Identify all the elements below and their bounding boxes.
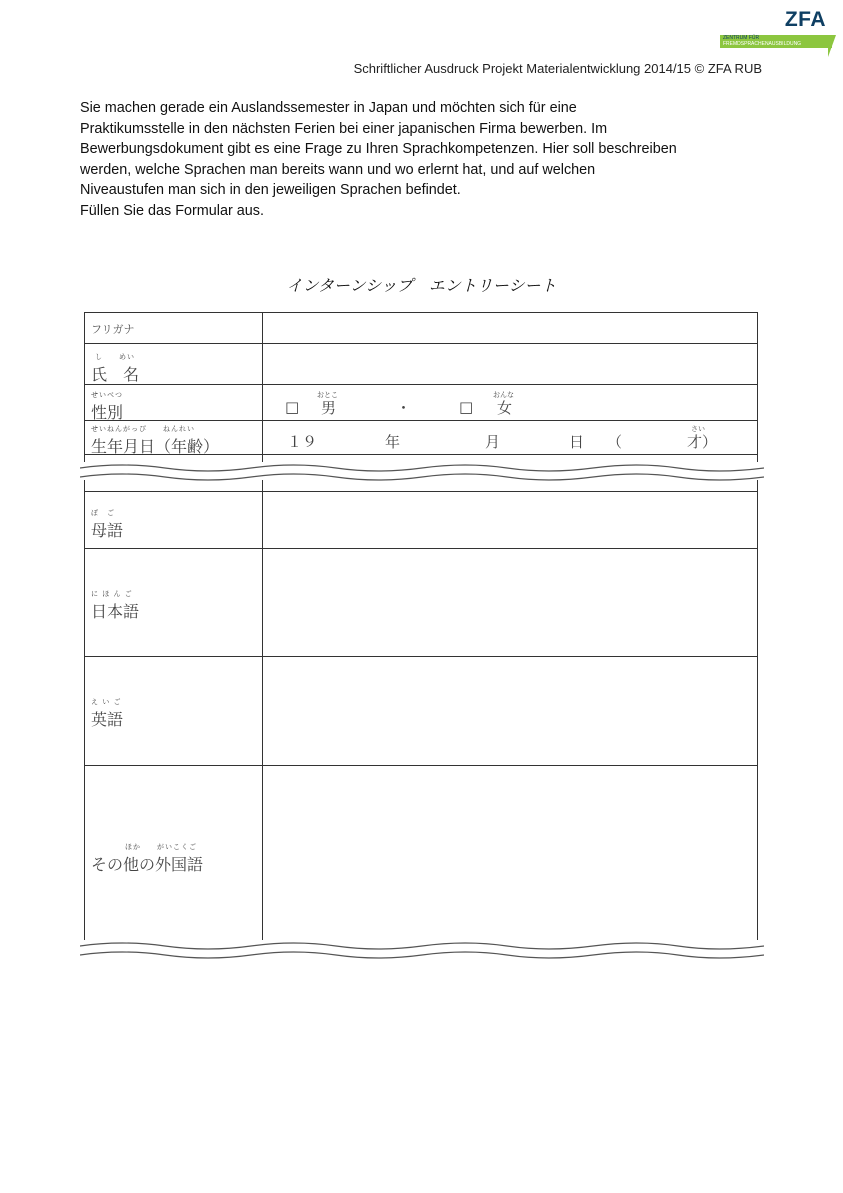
- japanese-ruby: に ほ ん ご: [91, 590, 133, 598]
- row-gap: [85, 480, 757, 492]
- logo-line2: FREMDSPRACHENAUSBILDUNG: [723, 41, 802, 47]
- english-label-group: [91, 697, 123, 730]
- row-name: [85, 344, 757, 385]
- english-label: 英語: [91, 710, 124, 729]
- gender-separator: ・: [396, 399, 412, 417]
- age-ruby: さい: [691, 425, 705, 433]
- form-table-bottom: [84, 480, 758, 950]
- label-cell: [85, 492, 263, 548]
- form-table-top: [84, 312, 758, 474]
- furigana-field[interactable]: [263, 313, 757, 343]
- label-cell: [85, 657, 263, 765]
- intro-line: Füllen Sie das Formular aus.: [80, 202, 264, 219]
- page-break-wave: [80, 940, 764, 962]
- intro-line: Bewerbungsdokument gibt es eine Frage zu Ihren Sprachkompetenzen. Hier soll beschreiben: [80, 141, 677, 157]
- male-label: 男: [321, 399, 337, 417]
- english-field[interactable]: [263, 657, 757, 765]
- birth-ruby: せいねんがっぴ ねんれい: [91, 425, 195, 433]
- zfa-logo: [720, 8, 838, 54]
- other-languages-field[interactable]: [263, 766, 757, 950]
- birth-day-label: 日: [569, 433, 585, 451]
- row-japanese: [85, 549, 757, 657]
- name-ruby: し めい: [95, 353, 135, 361]
- row-birth: [85, 421, 757, 455]
- row-other-languages: [85, 766, 757, 950]
- japanese-label-group: [91, 589, 139, 622]
- intro-line: Sie machen gerade ein Auslandssemester in Japan und möchten sich für eine: [80, 100, 577, 116]
- japanese-field[interactable]: [263, 549, 757, 656]
- female-checkbox[interactable]: □: [459, 398, 474, 416]
- female-label: 女: [497, 399, 513, 417]
- age-label: 才）: [687, 433, 718, 451]
- row-mother-tongue: [85, 492, 757, 549]
- male-ruby: おとこ: [317, 391, 338, 399]
- header-credit: Schriftlicher Ausdruck Projekt Materialentwicklung 2014/15 © ZFA RUB: [353, 61, 762, 76]
- logo-tail: [828, 35, 836, 57]
- furigana-label: フリガナ: [91, 323, 135, 336]
- gender-label-group: [91, 390, 123, 423]
- label-cell: [85, 549, 263, 656]
- birth-century: １９: [287, 433, 318, 451]
- gender-label: 性別: [91, 403, 124, 422]
- row-furigana: [85, 313, 757, 344]
- label-cell: [85, 385, 263, 420]
- male-checkbox[interactable]: □: [285, 398, 300, 416]
- english-ruby: え い ご: [91, 698, 122, 706]
- birth-label: 生年月日（年齢）: [91, 437, 220, 456]
- row-gender: [85, 385, 757, 421]
- label-cell: [85, 480, 263, 491]
- japanese-label: 日本語: [91, 602, 140, 621]
- other-languages-label-group: [91, 842, 203, 875]
- form-title: インターンシップ エントリーシート: [286, 276, 557, 295]
- mother-tongue-label-group: [91, 508, 123, 541]
- row-english: [85, 657, 757, 766]
- name-field[interactable]: [263, 344, 757, 384]
- gender-ruby: せいべつ: [91, 391, 123, 399]
- gender-field: [263, 385, 757, 420]
- other-languages-ruby: ほか がいこくご: [125, 843, 197, 851]
- intro-line: Niveaustufen man sich in den jeweiligen Sprachen befindet.: [80, 182, 461, 198]
- birth-year-label: 年: [385, 433, 401, 451]
- label-cell: [85, 313, 263, 343]
- mother-tongue-field[interactable]: [263, 492, 757, 548]
- label-cell: [85, 344, 263, 384]
- name-label: 氏 名: [91, 365, 140, 384]
- intro-text: [80, 98, 770, 221]
- name-label-group: [91, 352, 139, 385]
- logo-line1: ZENTRUM FÜR: [723, 35, 760, 41]
- other-languages-label: その他の外国語: [91, 855, 204, 874]
- mother-tongue-ruby: ぼ ご: [91, 509, 115, 517]
- mother-tongue-label: 母語: [91, 521, 124, 540]
- intro-line: Praktikumsstelle in den nächsten Ferien bei einer japanischen Firma bewerben. Im: [80, 120, 608, 137]
- birth-month-label: 月: [485, 433, 501, 451]
- birth-label-group: [91, 424, 219, 457]
- label-cell: [85, 766, 263, 950]
- female-ruby: おんな: [493, 391, 514, 399]
- logo-text: ZFA: [784, 8, 826, 31]
- birth-field[interactable]: [263, 421, 757, 454]
- age-open-paren: （: [607, 433, 623, 451]
- intro-line: werden, welche Sprachen man bereits wann und wo erlernt hat, und auf welchen: [80, 161, 596, 178]
- label-cell: [85, 421, 263, 454]
